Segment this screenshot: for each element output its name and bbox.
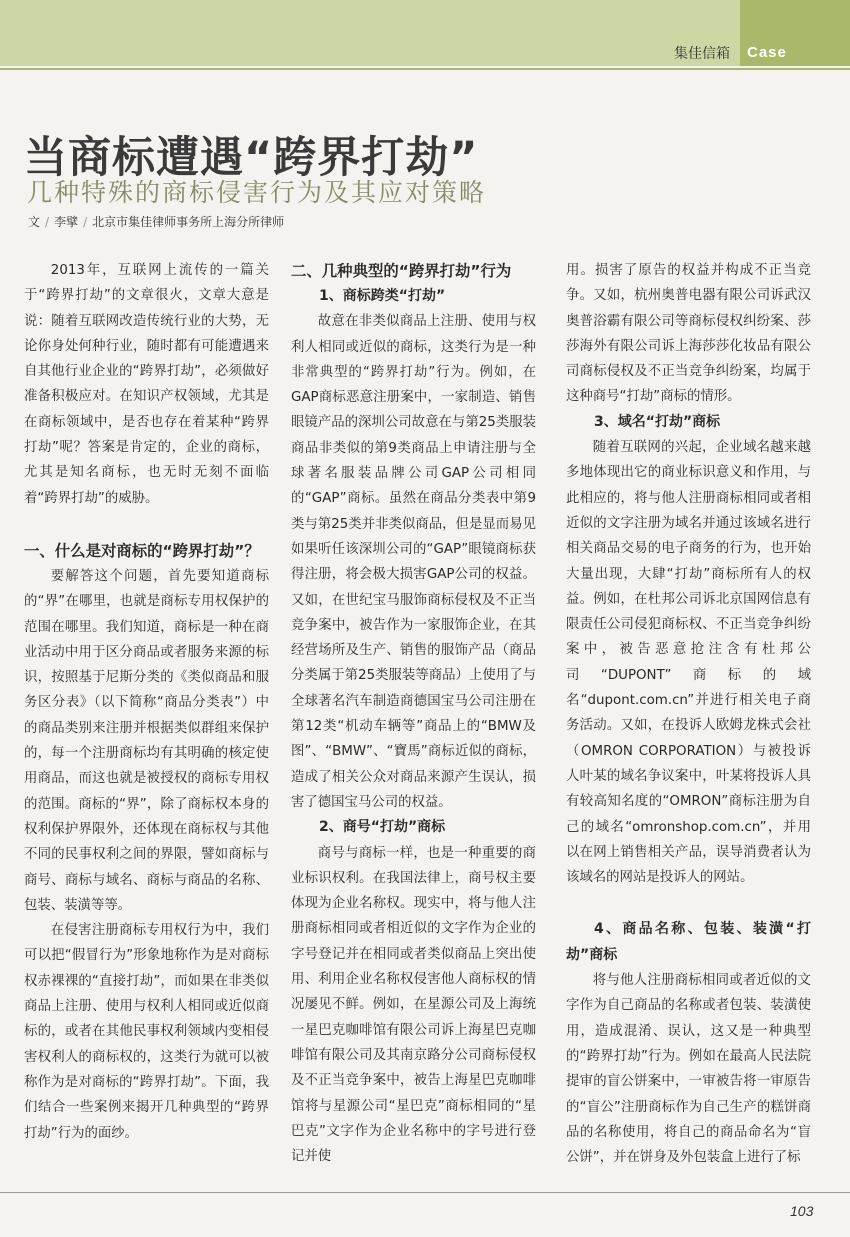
- section-label: 集佳信箱: [674, 46, 730, 62]
- article-subtitle: 几种特殊的商标侵害行为及其应对策略: [27, 178, 487, 207]
- byline-prefix: 文: [28, 215, 41, 229]
- paragraph: 2013年，互联网上流传的一篇关于“跨界打劫”的文章很火，文章大意是说：随着互联网改造传统行业的大势，无论你身处何种行业，随时都有可能遭遇来自其他行业企业的“跨界打劫”，必须做好准备积极应对。在知识产权领域，尤其是在商标领域中，是否也存在着某种“跨界打劫”呢？答案是肯定的，企业的商标，尤其是知名商标，也无时无刻不面临着“跨界打劫”的威胁。: [24, 263, 269, 506]
- byline-affiliation: 北京市集佳律师事务所上海分所律师: [92, 215, 285, 229]
- header-rule: [0, 68, 740, 70]
- paragraph: 随着互联网的兴起，企业域名越来越多地体现出它的商业标识意义和作用，与此相应的，将与他人注册商标相同或者相近似的文字注册为域名并通过该域名进行相关商品交易的电子商务的行为，也开始大量出现，大肆“打劫”商标所有人的权益。例如，在杜邦公司诉北京国网信息有限责任公司侵犯商标权、不正当竞争纠纷案中，被告恶意抢注含有杜邦公司“DUPONT”商标的域名“dupont.com.cn”并进行相关电子商务活动。又如，在投诉人欧姆龙株式会社（OMRON CORPORATION）与被投诉人叶某的域名争议案中，叶某将投诉人具有较高知名度的“OMRON”商标注册为自己的域名“omronshop.com.cn”，并用以在网上销售相关产品，误导消费者认为该域名的网站是投诉人的网站。: [566, 440, 811, 886]
- subsection-heading: 4、商品名称、包装、装潢“打劫”商标: [566, 921, 811, 963]
- paragraph: 故意在非类似商品上注册、使用与权利人相同或近似的商标，这类行为是一种非常典型的“跨界打劫”行为。例如，在GAP商标恶意注册案中，一家制造、销售眼镜产品的深圳公司故意在与第25类服装商品非类似的第9类商品上申请注册与全球著名服装品牌公司GAP公司相同的“GAP”商标。虽然在商品分类表中第9类与第25类并非类似商品，但是显而易见如果听任该深圳公司的“GAP”眼镜商标获得注册，将会极大损害GAP公司的权益。又如，在世纪宝马服饰商标侵权及不正当竞争案中，被告作为一家服饰企业，在其经营场所及生产、销售的服饰产品（商品分类属于第25类服装等商品）上使用了与全球著名汽车制造商德国宝马公司注册在第12类“机动车辆等”商品上的“BMW及图”、“BMW”、“寶馬”商标近似的商标，造成了相关公众对商品来源产生误认，损害了德国宝马公司的权益。: [291, 314, 536, 810]
- subsection-heading: 3、域名“打劫”商标: [594, 413, 721, 430]
- subsection-heading: 1、商标跨类“打劫”: [319, 288, 446, 304]
- case-label: Case: [747, 44, 787, 61]
- byline-author: 李擘: [54, 215, 79, 229]
- column-2: [291, 258, 536, 1169]
- paragraph: 在侵害注册商标专用权行为中，我们可以把“假冒行为”形象地称作为是对商标权赤裸裸的“直接打劫”，而如果在非类似商品上注册、使用与权利人相同或近似商标的，或者在其他民事权利领域内变相侵害权利人的商标权的，这类行为就可以被称作为是对商标的“跨界打劫”。下面，我们结合一些案例来揭开几种典型的“跨界打劫”行为的面纱。: [24, 923, 269, 1141]
- footer-rule: [0, 1192, 850, 1193]
- column-1: [24, 258, 269, 1146]
- paragraph: 要解答这个问题，首先要知道商标的“界”在哪里，也就是商标专用权保护的范围在哪里。我们知道，商标是一种在商业活动中用于区分商品或者服务来源的标识，按照基于尼斯分类的《类似商品和服务区分表》（以下简称“商品分类表”）中的商品类别来注册并根据类似群组来保护的，每一个注册商标均有其明确的核定使用商品，而这也就是被授权的商标专用权的范围。商标的“界”，除了商标权本身的权利保护界限外，还体现在商标权与其他不同的民事权利之间的界限，譬如商标与商号、商标与域名、商标与商品的名称、包装、装潢等等。: [24, 568, 269, 913]
- section-heading: 二、几种典型的“跨界打劫”行为: [291, 262, 512, 280]
- header-band: [0, 0, 740, 66]
- byline: 文 / 李擘 / 北京市集佳律师事务所上海分所律师: [28, 215, 285, 229]
- paragraph: 商号与商标一样，也是一种重要的商业标识权利。在我国法律上，商号权主要体现为企业名称权。现实中，将与他人注册商标相同或者相近似的文字作为企业的字号登记并在相同或者类似商品上突出使用、利用企业名称权侵害他人商标权的情况屡见不鲜。例如，在星源公司及上海统一星巴克咖啡馆有限公司诉上海星巴克咖啡馆有限公司及其南京路分公司商标侵权及不正当竞争案中，被告上海星巴克咖啡馆将与星源公司“星巴克”商标相同的“星巴克”文字作为企业名称中的字号进行登记并使: [291, 845, 536, 1165]
- column-3: [566, 258, 811, 1170]
- paragraph: 将与他人注册商标相同或者近似的文字作为自己商品的名称或者包装、装潢使用，造成混淆、误认，这又是一种典型的“跨界打劫”行为。例如在最高人民法院提审的盲公饼案中，一审被告将一审原告的“盲公”注册商标作为自己生产的糕饼商品的名称使用，将自己的商品命名为“盲公饼”，并在饼身及外包装盒上进行了标: [566, 973, 811, 1166]
- subsection-heading: 2、商号“打劫”商标: [319, 819, 446, 836]
- page-number: 103: [790, 1203, 814, 1219]
- section-heading: 一、什么是对商标的“跨界打劫”？: [24, 541, 260, 560]
- header-rule-right: [740, 68, 850, 70]
- paragraph: 用。损害了原告的权益并构成不正当竞争。又如，杭州奥普电器有限公司诉武汉奥普浴霸有限公司等商标侵权纠纷案、莎莎海外有限公司诉上海莎莎化妆品有限公司商标侵权及不正当竞争纠纷案，均属于这种商号“打劫”商标的情形。: [566, 263, 811, 405]
- article-title: 当商标遭遇“跨界打劫”: [24, 133, 479, 183]
